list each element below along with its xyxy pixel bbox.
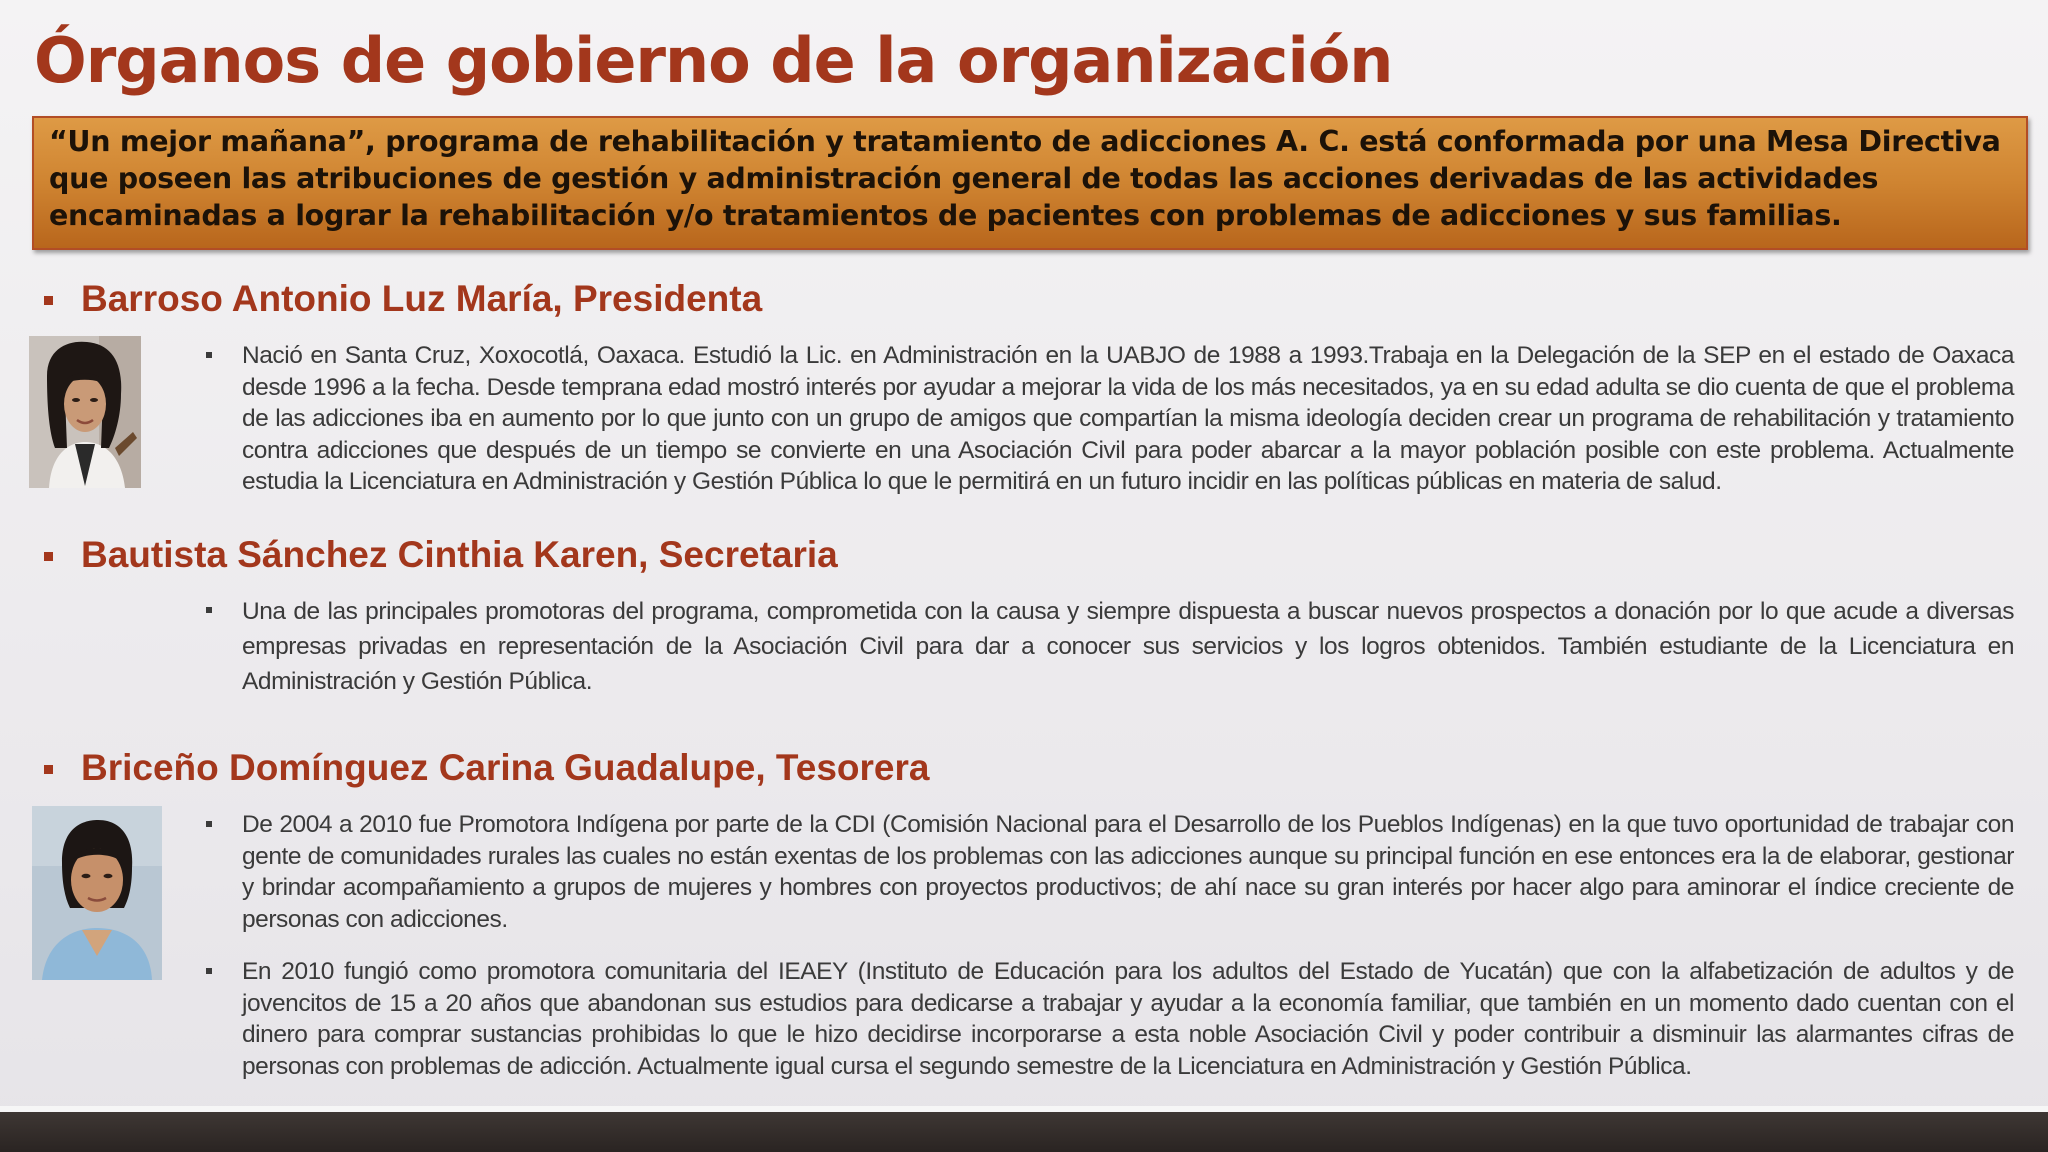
member-presidenta <box>0 278 2048 498</box>
heading-bullet <box>44 296 53 305</box>
bullet-marker <box>206 968 212 974</box>
intro-text: “Un mejor mañana”, programa de rehabilitación y tratamiento de adicciones A. C. está conformada por una Mesa Directiva que poseen las atribuciones de gestión y administración general de todas las acciones derivadas de las actividades encaminadas a lograr la rehabilitación y/o tratamientos de pacientes con problemas de adicciones y sus familias. <box>49 125 2001 232</box>
presidenta-photo <box>29 336 141 488</box>
member-bio: Una de las principales promotoras del programa, comprometida con la causa y siempre dispuesta a buscar nuevos prospectos a donación por lo que acude a diversas empresas privadas en representación de la Asociación Civil para dar a conocer sus servicios y los logros obtenidos. También estudiante de la Licenciatura en Administración y Gestión Pública. <box>242 598 2014 695</box>
member-name: Bautista Sánchez Cinthia Karen, Secretaria <box>81 534 838 575</box>
bullet-marker <box>206 352 212 358</box>
member-bio: Nació en Santa Cruz, Xoxocotlá, Oaxaca. Estudió la Lic. en Administración en la UABJO de 1988 a 1993.Trabaja en la Delegación de la SEP en el estado de Oaxaca desde 1996 a la fecha. Desde temprana edad mostró interés por ayudar a mejorar la vida de los más necesitados, ya en su edad adulta se dio cuenta de que el problema de las adicciones iba en aumento por lo que junto con un grupo de amigos que compartían la misma ideología deciden crear un programa de rehabilitación y tratamiento contra adicciones que después de un tiempo se convierte en una Asociación Civil para poder abarcar a la mayor población posible con este problema. Actualmente estudia la Licenciatura en Administración y Gestión Pública lo que le permitirá en un futuro incidir en las políticas públicas en materia de salud. <box>242 342 2014 495</box>
member-name: Briceño Domínguez Carina Guadalupe, Tesorera <box>81 747 930 788</box>
tesorera-photo <box>32 806 162 980</box>
member-name: Barroso Antonio Luz María, Presidenta <box>81 278 763 319</box>
slide-title: Órganos de gobierno de la organización <box>34 24 1393 97</box>
member-bio: De 2004 a 2010 fue Promotora Indígena por parte de la CDI (Comisión Nacional para el Desarrollo de los Pueblos Indígenas) en la que tuvo oportunidad de trabajar con gente de comunidades rurales las cuales no están exentas de los problemas con las adicciones aunque su principal función en ese entonces era la de elaborar, gestionar y brindar acompañamiento a grupos de mujeres y hombres con proyectos productivos; de ahí nace su gran interés por hacer algo para aminorar el índice creciente de personas con adicciones. <box>242 811 2014 933</box>
heading-bullet <box>44 552 53 561</box>
bottom-bar <box>0 1106 2048 1152</box>
member-secretaria <box>0 534 2048 714</box>
bullet-marker <box>206 821 212 827</box>
intro-box <box>32 116 2028 250</box>
member-bio: En 2010 fungió como promotora comunitaria del IEAEY (Instituto de Educación para los adultos del Estado de Yucatán) que con la alfabetización de adultos y de jovencitos de 15 a 20 años que abandonan sus estudios para dedicarse a trabajar y ayudar a la economía familiar, que también en un momento dado cuentan con el dinero para comprar sustancias prohibidas lo que le hizo decidirse incorporarse a esta noble Asociación Civil y poder contribuir a disminuir las alarmantes cifras de personas con problemas de adicción. Actualmente igual cursa el segundo semestre de la Licenciatura en Administración y Gestión Pública. <box>242 958 2014 1080</box>
bullet-marker <box>206 607 212 613</box>
member-tesorera <box>0 747 2048 1087</box>
heading-bullet <box>44 765 53 774</box>
